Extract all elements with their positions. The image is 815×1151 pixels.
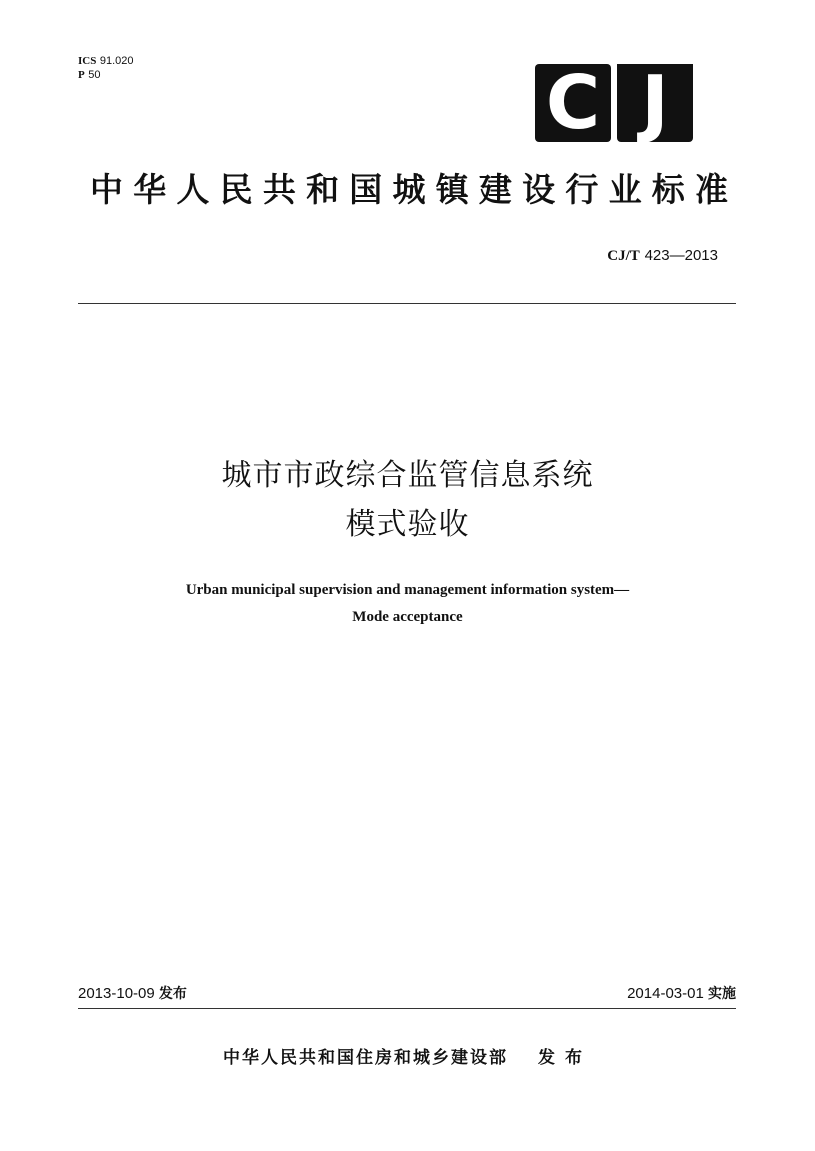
ics-label: ICS <box>78 55 97 67</box>
title-en-line-2: Mode acceptance <box>352 609 463 625</box>
implementation-date-value: 2014-03-01 <box>627 985 704 1002</box>
standard-number-prefix: CJ/T <box>607 248 640 264</box>
publisher-action: 发布 <box>538 1048 592 1068</box>
publisher-name: 中华人民共和国住房和城乡建设部 <box>223 1048 508 1068</box>
bottom-divider <box>78 1008 736 1009</box>
cj-logo <box>535 64 693 142</box>
cj-logo-letter-c: C <box>535 64 611 142</box>
classification-codes <box>78 54 134 82</box>
standard-number <box>607 246 718 265</box>
implementation-date <box>627 985 736 1003</box>
cj-logo-letter-j: J <box>617 64 693 142</box>
ics-code <box>78 54 134 68</box>
ccs-label: P <box>78 69 85 81</box>
standard-family-heading: 中华人民共和国城镇建设行业标准 <box>90 170 730 209</box>
title-cn-line-1: 城市市政综合监管信息系统 <box>221 458 594 493</box>
issue-date-value: 2013-10-09 <box>78 985 155 1002</box>
standard-number-value: 423—2013 <box>644 247 718 264</box>
issue-date-label: 发布 <box>158 986 187 1002</box>
title-en-line-1: Urban municipal supervision and management information system— <box>185 582 630 598</box>
publisher-line <box>0 1047 815 1069</box>
ccs-code <box>78 68 134 82</box>
ics-value: 91.020 <box>99 55 134 67</box>
ccs-value: 50 <box>88 69 101 81</box>
implementation-date-label: 实施 <box>708 986 736 1002</box>
issue-date <box>78 985 187 1003</box>
title-cn-line-2: 模式验收 <box>345 507 470 542</box>
top-divider <box>78 303 736 304</box>
